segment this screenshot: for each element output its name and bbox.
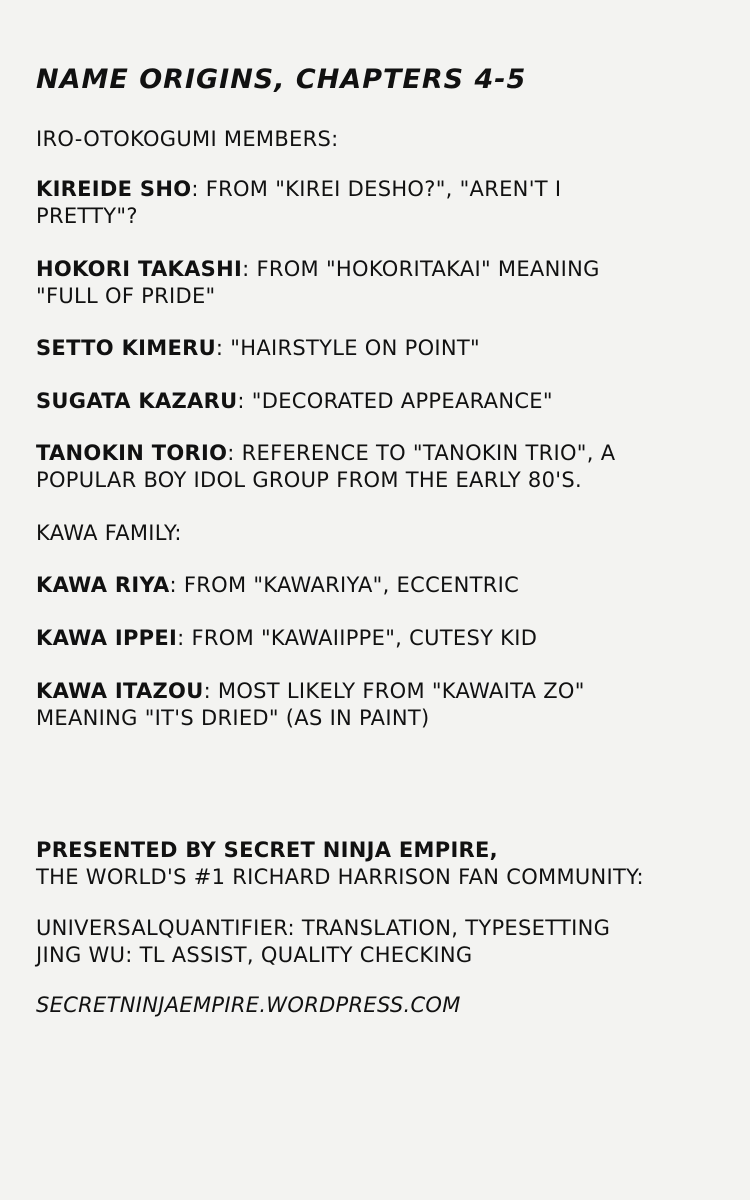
entry-text: : "HAIRSTYLE ON POINT" (215, 336, 480, 360)
entry-text: : REFERENCE TO "TANOKIN TRIO", A (227, 441, 616, 465)
section-heading-kawa: KAWA FAMILY: (36, 521, 182, 545)
entry-text-continued: "FULL OF PRIDE" (36, 284, 216, 308)
entry-name: KAWA RIYA (36, 573, 170, 597)
credit-translation: UNIVERSALQUANTIFIER: TRANSLATION, TYPESETTING (36, 916, 611, 940)
entry-text: : MOST LIKELY FROM "KAWAITA ZO" (203, 679, 585, 703)
entry-kireide-sho (36, 176, 716, 230)
entry-kawa-itazou (36, 678, 716, 732)
entry-text-continued: POPULAR BOY IDOL GROUP FROM THE EARLY 80'S. (36, 468, 582, 492)
entry-setto-kimeru (36, 335, 716, 362)
entry-text: : FROM "HOKORITAKAI" MEANING (242, 257, 600, 281)
entry-text: : FROM "KAWAIIPPE", CUTESY KID (177, 626, 538, 650)
entry-kawa-riya (36, 572, 716, 599)
website-url: SECRETNINJAEMPIRE.WORDPRESS.COM (36, 993, 461, 1017)
credit-quality-check: JING WU: TL ASSIST, QUALITY CHECKING (36, 943, 473, 967)
entry-name: TANOKIN TORIO (36, 441, 228, 465)
entry-text-continued: PRETTY"? (36, 204, 138, 228)
presented-by (36, 837, 716, 891)
entry-name: KAWA ITAZOU (36, 679, 204, 703)
entry-text: : FROM "KAWARIYA", ECCENTRIC (169, 573, 520, 597)
staff-credits (36, 915, 716, 969)
community-line: THE WORLD'S #1 RICHARD HARRISON FAN COMMUNITY: (36, 865, 644, 889)
entry-sugata-kazaru (36, 388, 716, 415)
entry-text: : "DECORATED APPEARANCE" (237, 389, 553, 413)
entry-name: SETTO KIMERU (36, 336, 216, 360)
entry-name: SUGATA KAZARU (36, 389, 238, 413)
entry-hokori-takashi (36, 256, 716, 310)
entry-name: HOKORI TAKASHI (36, 257, 243, 281)
entry-tanokin-torio (36, 440, 716, 494)
entry-kawa-ippei (36, 625, 716, 652)
page-title: NAME ORIGINS, CHAPTERS 4-5 (36, 64, 527, 95)
entry-text-continued: MEANING "IT'S DRIED" (AS IN PAINT) (36, 706, 430, 730)
entry-name: KAWA IPPEI (36, 626, 178, 650)
entry-name: KIREIDE SHO (36, 177, 192, 201)
entry-text: : FROM "KIREI DESHO?", "AREN'T I (191, 177, 562, 201)
section-heading-iro: IRO-OTOKOGUMI MEMBERS: (36, 127, 339, 151)
presented-by-line: PRESENTED BY SECRET NINJA EMPIRE, (36, 838, 498, 862)
